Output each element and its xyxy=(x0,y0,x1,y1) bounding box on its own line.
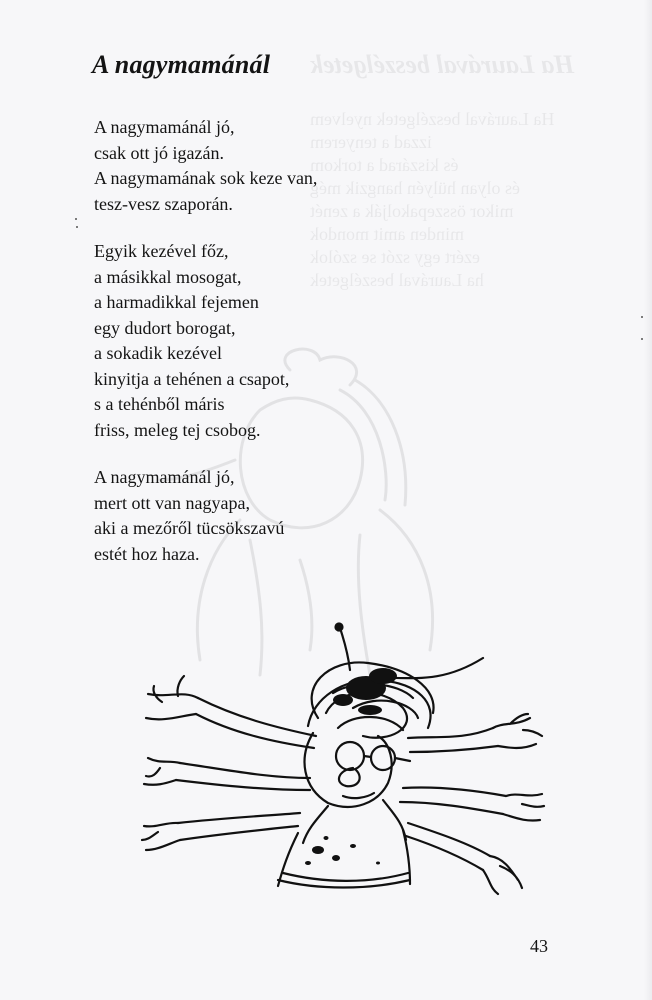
stanza xyxy=(94,239,317,443)
show-through-line: mikor összepakolják a zenét xyxy=(310,201,514,221)
grandma-many-arms-drawing xyxy=(138,618,550,898)
stanza xyxy=(94,115,317,217)
show-through-line: és olyan hülyén hangzik még xyxy=(310,178,520,198)
poem-body xyxy=(94,115,317,589)
show-through-line: és kiszárad a torkom xyxy=(310,155,459,175)
show-through-line: ezért egy szót se szólok xyxy=(310,247,480,267)
show-through-line: izzad a tenyerem xyxy=(310,132,432,152)
show-through-line: Ha Laurával beszélgetek nyelvem xyxy=(310,109,555,129)
stanza xyxy=(94,465,317,567)
poem-line: aki a mezőről tücsökszavú xyxy=(94,518,285,538)
print-speck xyxy=(641,316,643,318)
poem-line: A nagymamának sok keze van, xyxy=(94,168,318,188)
print-speck xyxy=(76,226,78,228)
poem-line: A nagymamánál jó, xyxy=(94,467,235,487)
poem-line: tesz-vesz szaporán. xyxy=(94,193,233,214)
poem-line: friss, meleg tej csobog. xyxy=(94,419,261,440)
poem-line: a sokadik kezével xyxy=(94,343,222,363)
poem-line: estét hoz haza. xyxy=(94,543,200,564)
poem-line: A nagymamánál jó, xyxy=(94,117,235,137)
poem-line: a harmadikkal fejemen xyxy=(94,292,259,312)
poem-line: kinyitja a tehénen a csapot, xyxy=(94,368,290,389)
poem-line: mert ott van nagyapa, xyxy=(94,492,250,513)
poem-line: Egyik kezével főz, xyxy=(94,241,229,261)
print-speck xyxy=(641,338,643,340)
page-number: 43 xyxy=(530,936,548,956)
poem-line: egy dudort borogat, xyxy=(94,317,236,338)
print-speck xyxy=(75,218,77,220)
poem-line: s a tehénből máris xyxy=(94,394,225,414)
show-through-title: Ha Laurával beszélgetek xyxy=(310,50,575,79)
poem-line: csak ott jó igazán. xyxy=(94,142,224,163)
show-through-line: minden amit mondok xyxy=(310,224,464,244)
show-through-line: ha Laurával beszélgetek xyxy=(310,270,484,290)
poem-line: a másikkal mosogat, xyxy=(94,266,242,287)
page-edge xyxy=(644,0,652,1000)
show-through-text xyxy=(310,50,640,292)
poem-title: A nagymamánál xyxy=(92,50,271,79)
